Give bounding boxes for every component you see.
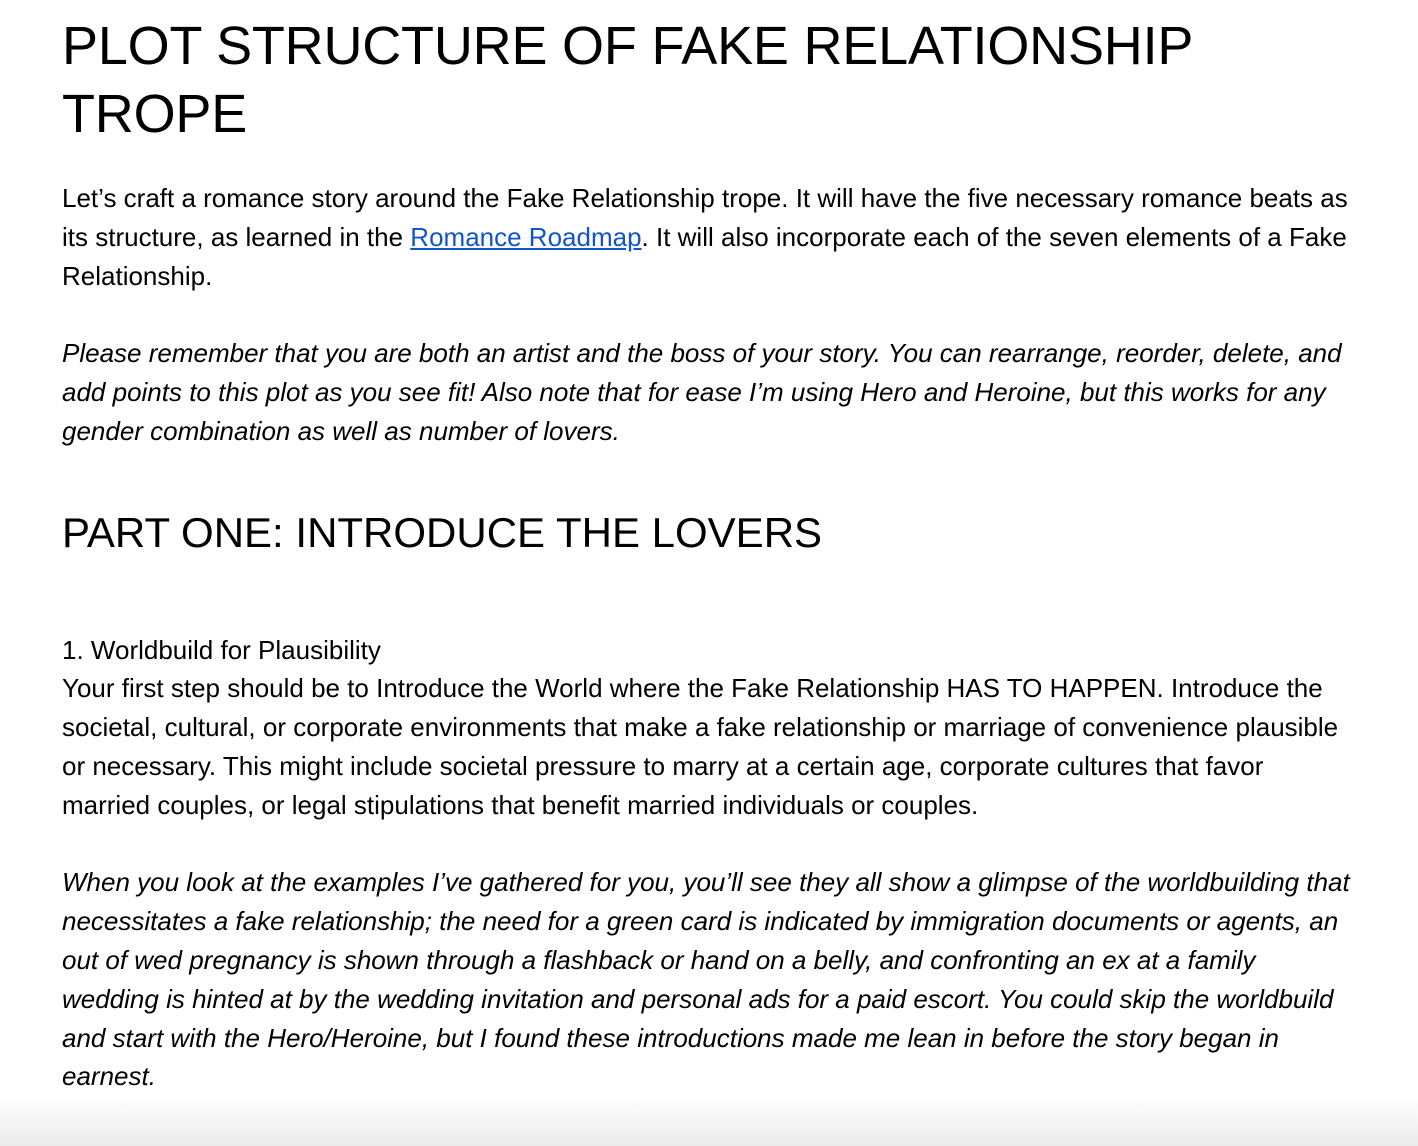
- document-title: PLOT STRUCTURE OF FAKE RELATIONSHIP TROPE: [62, 16, 1193, 144]
- part-one-heading: PART ONE: INTRODUCE THE LOVERS: [62, 508, 823, 556]
- intro-paragraph: [62, 179, 1352, 295]
- step-one-title: 1. Worldbuild for Plausibility: [62, 634, 381, 665]
- intro-text-end: . It will also incorporate each of the seven elements of a Fake Relationship.: [62, 221, 1347, 291]
- romance-roadmap-link[interactable]: Romance Roadmap: [410, 221, 642, 252]
- intro-text-start: Let’s craft a romance story around the Fake Relationship trope. It will have the five necessary romance beats as its structure, as learned in the: [62, 183, 1348, 252]
- examples-paragraph: When you look at the examples I’ve gathered for you, you’ll see they all show a glimpse of the worldbuilding that necessitates a fake relationship; the need for a green card is indicated by immigration documents or agents, an out of wed pregnancy is shown through a flashback or hand on a belly, and confronting an ex at a family wedding is hinted at by the wedding invitation and personal ads for a paid escort. You could skip the worldbuild and start with the Hero/Heroine, but I found these introductions made me lean in before the story began in earnest.: [62, 867, 1350, 1092]
- step-one-body: Your first step should be to Introduce the World where the Fake Relationship HAS TO HAPPEN. Introduce the societal, cultural, or corporate environments that make a fake relationship or marriage of convenience plausible or necessary. This might include societal pressure to marry at a certain age, corporate cultures that favor married couples, or legal stipulations that benefit married individuals or couples.: [62, 673, 1339, 820]
- bottom-fade-shadow: [0, 1096, 1418, 1146]
- author-note-paragraph: Please remember that you are both an artist and the boss of your story. You can rearrange, reorder, delete, and add points to this plot as you see fit! Also note that for ease I’m using Hero and Heroine, but this works for any gender combination as well as number of lovers.: [62, 338, 1342, 446]
- document-page: [62, 0, 1352, 1096]
